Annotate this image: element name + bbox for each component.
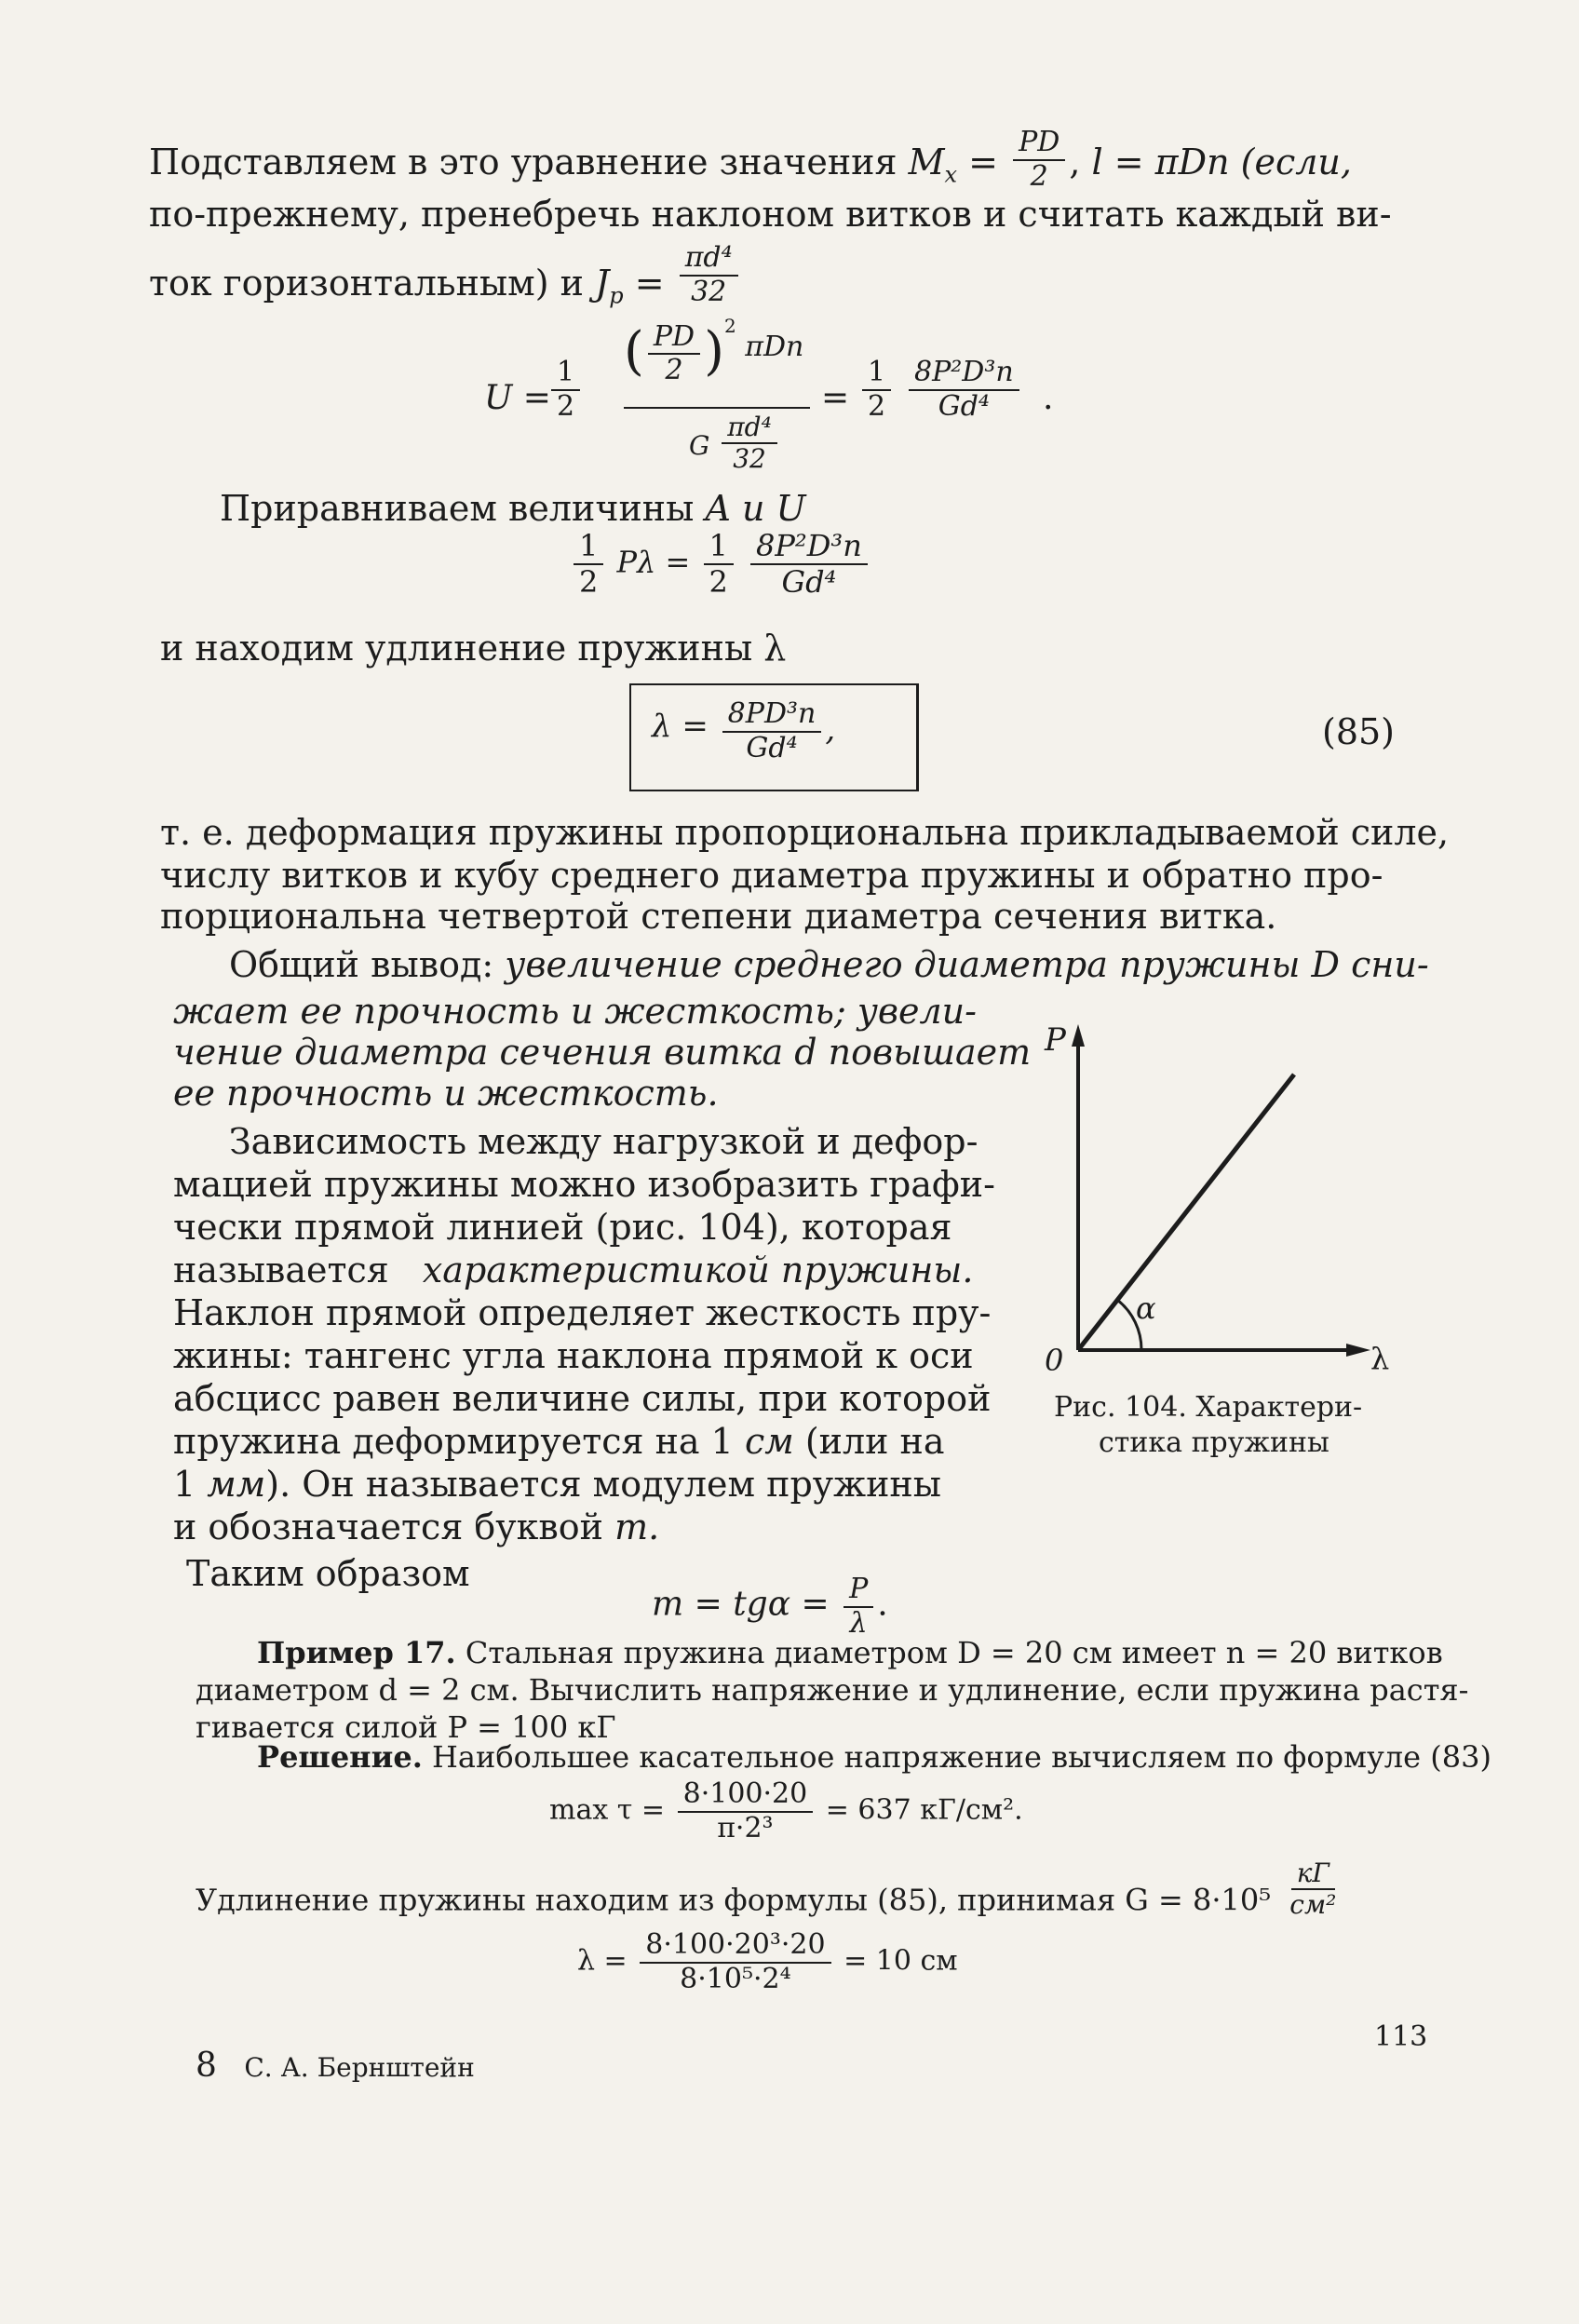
- conclusion-text: увеличение среднего диаметра пружины D сни-: [505, 944, 1429, 985]
- equation-lambda-calc: [577, 1929, 958, 1995]
- elongation-line: [196, 1858, 1345, 1933]
- solution-line: [257, 1739, 1491, 1775]
- frac-num: πd⁴: [722, 412, 777, 444]
- unit-mm-tail: ). Он называется модулем пружины: [265, 1464, 942, 1505]
- solution-head: Решение.: [257, 1739, 423, 1775]
- frac-den: 8·10⁵·2⁴: [680, 1962, 791, 1995]
- para-main-9-num: 1: [173, 1464, 196, 1505]
- arrow-x: [1346, 1344, 1370, 1357]
- frac-den: Gd⁴: [938, 389, 990, 423]
- elongation-text: Удлинение пружины находим из формулы (85), принимая G = 8·10⁵: [196, 1882, 1272, 1918]
- para-main-8: [173, 1421, 945, 1462]
- frac-den: Gd⁴: [781, 563, 837, 600]
- frac-num: 8PD³n: [722, 698, 822, 733]
- frac-num: 1: [551, 357, 580, 391]
- eq-m-tail: .: [877, 1585, 888, 1624]
- frac-num: 8P²D³n: [909, 357, 1019, 391]
- frac-den: λ: [849, 1606, 868, 1640]
- eq-U-half: [551, 357, 580, 423]
- frac-den: см²: [1289, 1889, 1337, 1921]
- para-main-8-text: пружина деформируется на 1: [173, 1421, 734, 1462]
- equation-number-85: (85): [1322, 711, 1396, 752]
- var-M: M: [908, 142, 945, 182]
- unit-cm: см: [744, 1421, 794, 1462]
- axis-label-p: P: [1045, 1021, 1066, 1059]
- equate-text: Приравниваем величины: [220, 488, 695, 529]
- frac-den: 2: [1030, 159, 1048, 193]
- unit-mm: мм: [207, 1464, 266, 1505]
- eq-sign: =: [634, 263, 665, 304]
- frac-den: 2: [868, 389, 886, 423]
- para-main-10: [173, 1507, 659, 1547]
- example-line-3: гивается силой P = 100 кГ: [196, 1709, 616, 1745]
- conclusion-line-1: [229, 944, 1429, 985]
- frac-den: 2: [557, 389, 575, 423]
- eq-U-lhs: U =: [484, 379, 551, 417]
- eq-U-big-num: ( $\frac{PD}{2}$ )$^2$ πDn: [624, 315, 804, 386]
- frac-num: 8·100·20³·20: [640, 1929, 830, 1964]
- equation-85: λ = $\frac{\text{8PD³n}}{\text{Gd⁴}}$ ,: [652, 697, 836, 764]
- frac-den: π·2³: [717, 1811, 774, 1844]
- var-M-sub: x: [944, 161, 958, 188]
- eq2-lhs: λ =: [577, 1944, 628, 1978]
- eq-U-rhs: [909, 357, 1019, 423]
- eq-sign: =: [821, 379, 850, 417]
- text-line-3: [149, 241, 742, 319]
- axis-label-lambda: λ: [1370, 1341, 1390, 1376]
- arrow-y: [1072, 1024, 1085, 1047]
- eq85-lhs: λ =: [652, 707, 709, 745]
- para-te-2: числу витков и кубу среднего диаметра пружины и обратно про-: [160, 855, 1383, 896]
- example-head: Пример 17.: [257, 1635, 456, 1670]
- var-G: G: [689, 429, 710, 461]
- eq-period: .: [1043, 379, 1054, 417]
- example-line-2: диаметром d = 2 см. Вычислить напряжение и удлинение, если пружина растя-: [196, 1672, 1469, 1708]
- eq-U-tail: πDn: [745, 331, 804, 363]
- eq1-lhs: max τ =: [549, 1793, 666, 1827]
- figure-caption-1: Рис. 104. Характери-: [1054, 1391, 1363, 1424]
- footer-author: С. А. Бернштейн: [244, 2052, 475, 2083]
- signature-number: 8: [196, 2047, 217, 2085]
- conclusion-line-2: жает ее прочность и жесткость; увели-: [173, 991, 977, 1032]
- para-main-3: чески прямой линией (рис. 104), которая: [173, 1207, 952, 1248]
- text-line-1: Подставляем в это уравнение значения $M_x$ = $\frac{PD}{2}$ , l = πDn (если,: [149, 126, 1352, 193]
- text-line-thus: Таким образом: [186, 1553, 470, 1594]
- eq-U-big-den: [689, 412, 781, 474]
- equation-equate: [570, 529, 871, 600]
- var-J-sub: p: [609, 282, 624, 309]
- var-J: J: [595, 263, 610, 304]
- frac-pid4-32: [680, 242, 738, 308]
- equation-max-tau: [549, 1778, 1023, 1844]
- frac-num: PD: [648, 321, 700, 356]
- frac-num: 1: [704, 529, 734, 565]
- characteristic-line: [1078, 1074, 1294, 1350]
- frac-num: 1: [862, 357, 891, 391]
- para-main-7: абсцисс равен величине силы, при которой: [173, 1378, 992, 1419]
- unit-cm-tail: (или на: [804, 1421, 945, 1462]
- example-line-1: [257, 1635, 1443, 1670]
- solution-text: Наибольшее касательное напряжение вычисляем по формуле (83): [432, 1739, 1491, 1775]
- para-te-1: т. е. деформация пружины пропорциональна прикладываемой силе,: [160, 812, 1450, 853]
- text-line-find: и находим удлинение пружины λ: [160, 628, 787, 669]
- eq-sign: =: [968, 142, 998, 182]
- frac-num: πd⁴: [680, 242, 738, 277]
- page-number: 113: [1374, 2020, 1428, 2053]
- angle-label-alpha: α: [1136, 1290, 1156, 1326]
- conclusion-lead: Общий вывод:: [229, 944, 494, 985]
- eq-m-lhs: m = tgα =: [652, 1585, 830, 1624]
- eq1-rhs: = 637 кГ/см².: [825, 1793, 1023, 1827]
- eq2-rhs: = 10 см: [843, 1944, 958, 1978]
- term-characteristic: характеристикой пружины.: [422, 1250, 974, 1290]
- frac-den: 2: [665, 354, 683, 386]
- para-main-4: [173, 1250, 973, 1290]
- frac-den: Gd⁴: [746, 731, 798, 764]
- frac-den: 32: [691, 275, 727, 308]
- frac-den: 32: [733, 443, 766, 475]
- conclusion-line-3: чение диаметра сечения витка d повышает: [173, 1032, 1032, 1073]
- para-main-10-text: и обозначается буквой: [173, 1507, 603, 1547]
- frac-pd2: [1013, 127, 1065, 193]
- frac-den: 2: [709, 563, 728, 600]
- equate-vars: A и U: [705, 488, 806, 529]
- frac-num: PD: [1013, 127, 1065, 161]
- eq-equate-tail: Pλ =: [616, 544, 691, 580]
- eq-U-main-bar: [624, 407, 810, 409]
- equation-m: [652, 1574, 888, 1640]
- conclusion-line-4: ее прочность и жесткость.: [173, 1073, 719, 1114]
- text-line-2: по-прежнему, пренебречь наклоном витков и считать каждый ви-: [149, 194, 1392, 235]
- figure-caption-2: стика пружины: [1099, 1426, 1329, 1459]
- line1-text: Подставляем в это уравнение значения: [149, 142, 897, 182]
- para-main-4-text: называется: [173, 1250, 389, 1290]
- eq-l: l = πDn (если,: [1091, 142, 1352, 182]
- origin-label: 0: [1045, 1343, 1064, 1378]
- para-main-5: Наклон прямой определяет жесткость пру-: [173, 1292, 992, 1333]
- frac-num: 8P²D³n: [750, 529, 868, 565]
- frac-num: 1: [574, 529, 603, 565]
- letter-m: m.: [614, 1507, 660, 1547]
- eq-U-rhs-half: [862, 357, 891, 423]
- para-main-6: жины: тангенс угла наклона прямой к оси: [173, 1335, 974, 1376]
- text-line-equate: [220, 488, 806, 529]
- para-main-9: [173, 1464, 941, 1505]
- frac-num: кГ: [1291, 1858, 1335, 1890]
- frac-num: 8·100·20: [678, 1778, 814, 1813]
- para-main-1: Зависимость между нагрузкой и дефор-: [229, 1121, 978, 1162]
- line3-text: ток горизонтальным) и: [149, 263, 584, 304]
- frac-den: 2: [579, 563, 599, 600]
- example-text-1: Стальная пружина диаметром D = 20 см имеет n = 20 витков: [465, 1635, 1443, 1670]
- frac-num: P: [843, 1574, 873, 1608]
- figure-104: [1024, 1006, 1415, 1397]
- footer-signature: [196, 2047, 475, 2085]
- para-te-3: порциональна четвертой степени диаметра сечения витка.: [160, 896, 1277, 937]
- para-main-2: мацией пружины можно изобразить графи-: [173, 1164, 995, 1205]
